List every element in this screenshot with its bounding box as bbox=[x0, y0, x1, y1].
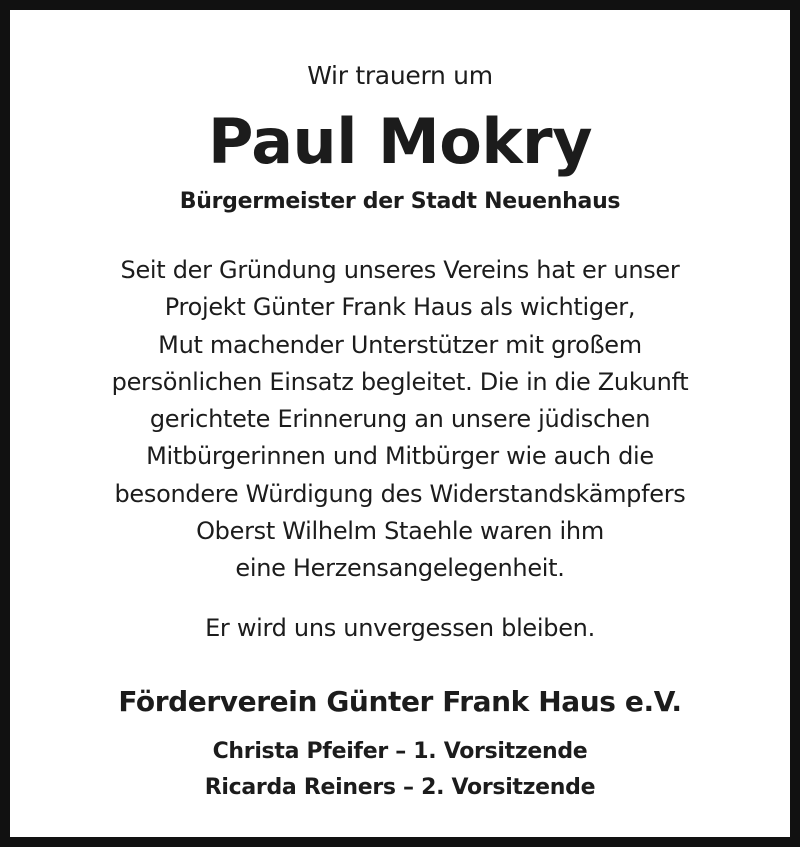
signer-line: Christa Pfeifer – 1. Vorsitzende bbox=[212, 739, 588, 764]
tribute-line: besondere Würdigung des Widerstandskämpfers bbox=[114, 479, 686, 508]
tribute-line: Mut machender Unterstützer mit großem bbox=[158, 330, 642, 359]
signers bbox=[20, 734, 780, 806]
tribute-line: eine Herzensangelegenheit. bbox=[235, 554, 565, 583]
tribute-line: Oberst Wilhelm Staehle waren ihm bbox=[196, 517, 604, 546]
organization-name: Förderverein Günter Frank Haus e.V. bbox=[118, 685, 682, 718]
tribute-line: persönlichen Einsatz begleitet. Die in die Zukunft bbox=[111, 367, 689, 396]
deceased-name: Paul Mokry bbox=[207, 105, 593, 178]
notice-content bbox=[20, 20, 780, 827]
tribute-line: Mitbürgerinnen und Mitbürger wie auch die bbox=[146, 442, 654, 471]
signer-line: Ricarda Reiners – 2. Vorsitzende bbox=[204, 775, 596, 800]
tribute-line: gerichtete Erinnerung an unsere jüdischen bbox=[149, 405, 651, 434]
deceased-role: Bürgermeister der Stadt Neuenhaus bbox=[179, 189, 621, 214]
tribute-line: Seit der Gründung unseres Vereins hat er unser bbox=[120, 256, 680, 284]
tribute-line: Projekt Günter Frank Haus als wichtiger, bbox=[164, 293, 636, 322]
tribute-text bbox=[20, 252, 780, 588]
closing-text: Er wird uns unvergessen bleiben. bbox=[205, 614, 595, 642]
intro-text: Wir trauern um bbox=[307, 61, 493, 90]
